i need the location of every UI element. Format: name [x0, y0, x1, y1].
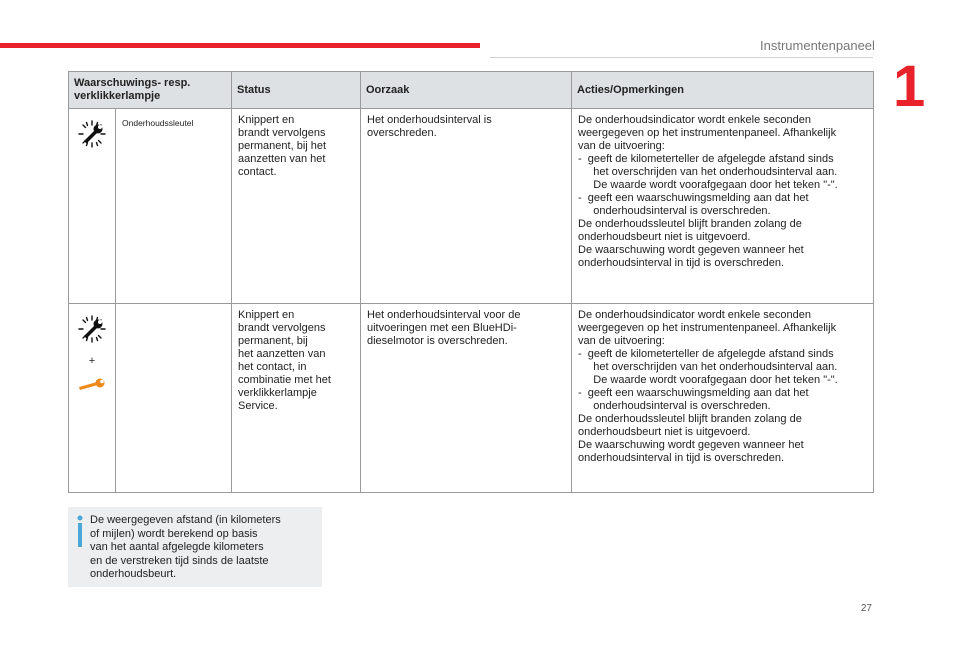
section-title: Instrumentenpaneel	[760, 38, 875, 53]
header-lamp: Waarschuwings- resp. verklikkerlampje	[69, 72, 232, 109]
status-cell: Knippert en brandt vervolgens permanent, bij het aanzetten van het contact, in combinatie met het verklikkerlampje Service.	[232, 304, 361, 493]
orange-wrench-icon	[77, 378, 107, 392]
lamp-icon-cell	[69, 304, 116, 493]
lamp-name	[122, 309, 225, 312]
actions-outro: De onderhoudssleutel blijft branden zolang de onderhoudsbeurt niet is uitgevoerd. De waarschuwing wordt gegeven wanneer het onderhoudsinterval in tijd is overschreden.	[578, 413, 804, 464]
lamp-icon-cell	[69, 109, 116, 304]
info-box	[68, 507, 322, 587]
header-rule	[490, 57, 873, 58]
table-row	[69, 109, 874, 304]
info-text: De weergegeven afstand (in kilometers of mijlen) wordt berekend op basis van het aantal afgelegde kilometers en de verstreken tijd sinds de laatste onderhoudsbeurt.	[90, 514, 281, 580]
actions-outro: De onderhoudssleutel blijft branden zolang de onderhoudsbeurt niet is uitgevoerd. De waarschuwing wordt gegeven wanneer het onderhoudsinterval in tijd is overschreden.	[578, 218, 804, 269]
actions-intro: De onderhoudsindicator wordt enkele seconden weergegeven op het instrumentenpaneel. Afhankelijk van de uitvoering:	[578, 114, 837, 152]
header-status: Status	[232, 72, 361, 109]
service-wrench-icon	[75, 114, 109, 154]
header-cause: Oorzaak	[361, 72, 572, 109]
actions-cell	[572, 109, 874, 304]
header-actions: Acties/Opmerkingen	[572, 72, 874, 109]
cause-cell: Het onderhoudsinterval is overschreden.	[361, 109, 572, 304]
header-accent-bar	[0, 43, 480, 48]
chapter-number: 1	[893, 54, 926, 119]
actions-bullet-2: - geeft een waarschuwingsmelding aan dat het onderhoudsinterval is overschreden.	[578, 387, 809, 412]
warning-lamps-table	[68, 71, 874, 493]
lamp-name-cell	[116, 304, 232, 493]
lamp-name: Onderhoudssleutel	[122, 118, 194, 128]
actions-intro: De onderhoudsindicator wordt enkele seconden weergegeven op het instrumentenpaneel. Afhankelijk van de uitvoering:	[578, 309, 837, 347]
service-wrench-icon	[75, 309, 109, 349]
status-cell: Knippert en brandt vervolgens permanent, bij het aanzetten van het contact.	[232, 109, 361, 304]
table-header-row	[69, 72, 874, 109]
actions-bullet-1: - geeft de kilometerteller de afgelegde afstand sinds het overschrijden van het onderhoudsinterval aan. De waarde wordt voorafgegaan door het teken "-".	[578, 348, 838, 386]
plus-sign: +	[88, 355, 96, 367]
actions-cell	[572, 304, 874, 493]
cause-cell: Het onderhoudsinterval voor de uitvoeringen met een BlueHDi- dieselmotor is overschreden.	[361, 304, 572, 493]
info-icon	[76, 514, 90, 550]
actions-bullet-2: - geeft een waarschuwingsmelding aan dat het onderhoudsinterval is overschreden.	[578, 192, 809, 217]
lamp-name-cell	[116, 109, 232, 304]
table-row	[69, 304, 874, 493]
actions-bullet-1: - geeft de kilometerteller de afgelegde afstand sinds het overschrijden van het onderhoudsinterval aan. De waarde wordt voorafgegaan door het teken "-".	[578, 153, 838, 191]
page-number: 27	[860, 603, 872, 614]
